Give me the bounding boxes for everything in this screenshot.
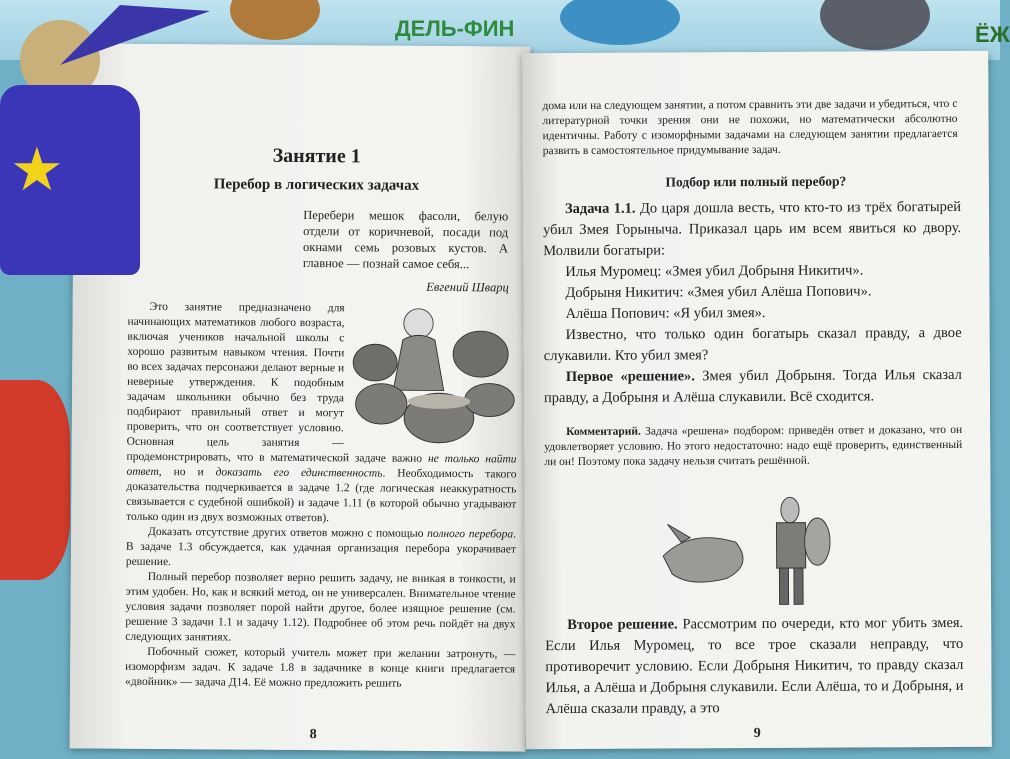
text: Задача «решена» подбором: приведён ответ и доказано, что он удовлетворяет условию. Но этого недостаточно: надо ещё проверить, единственный ли он! Поэтому пока задачу нельзя считать решённой.	[544, 423, 963, 469]
quote: Алёша Попович: «Я убил змея».	[565, 304, 766, 323]
wizard-toy	[0, 0, 210, 280]
paragraph: Полный перебор позволяет верно решить задачу, не вникая в тонкости, и этим удобен. Но, как и всякий метод, он не универсален. Внимательное чтение условия задачи позволяет порой найти другое, более изящное решение (см. решение 3 задачи 1.1 и задачу 1.12). Подробнее об этом речь пойдёт на двух следующих занятиях.	[125, 570, 516, 644]
star-icon: ★	[10, 137, 64, 203]
text: . В задаче 1.3 обсуждается, как удачная организация перебора укорачивает решение.	[125, 528, 517, 569]
paragraph: Побочный сюжет, который учитель может при желании затронуть, — изоморфизм задач. К задаче 1.8 в задачнике в конце книги предлагается «двойник» — задача Д14. Её можно предложить решить	[124, 645, 516, 690]
first-solution	[544, 365, 962, 409]
knight-and-dragon-illustration	[644, 492, 845, 611]
text: Доказать отсутствие других ответов можно с помощью	[148, 525, 428, 540]
emphasis: не только найти ответ	[126, 452, 517, 479]
task-label: Задача 1.1.	[564, 200, 636, 218]
epigraph-author: Евгений Шварц	[426, 279, 509, 295]
lesson-title: Занятие 1	[272, 144, 361, 168]
quote: Илья Муромец: «Змея убил Добрыня Никитич».	[565, 262, 864, 281]
text: Рассмотрим по очереди, кто мог убить змея. Если Илья Муромец, то все трое сказали неправду, что противоречит условию. Если Добрыня Никитич, то правду сказал Илья, а Алёша и Добрыня слукавили. Если Алёша, то и Добрыня, и Алёша сказали правду, а это	[545, 614, 964, 718]
section-heading: Подбор или полный перебор?	[665, 173, 847, 190]
epigraph: Перебери мешок фасоли, белую отдели от коричневой, посади под окнами семь розовых кустов. А главное — познай самое себя...	[302, 208, 509, 272]
right-page	[522, 51, 992, 749]
comment	[544, 423, 962, 470]
label: Первое «решение».	[565, 368, 695, 386]
poster-label-dolphin: ДЕЛЬ-ФИН	[395, 16, 515, 41]
emphasis: полного перебора	[427, 527, 514, 541]
paragraph	[126, 525, 516, 573]
emphasis: доказать его единственность	[215, 466, 383, 480]
page-number: 8	[309, 727, 317, 743]
second-solution	[545, 613, 964, 720]
page-number: 9	[753, 725, 761, 742]
text: , но и	[158, 466, 216, 479]
poster-label-hedgehog: ЁЖ	[975, 22, 1010, 47]
label: Второе решение.	[567, 616, 678, 633]
poster-letter	[0, 380, 70, 580]
text: Это занятие предназначено для начинающих математиков любого возраста, включая учеников начальной школы с хорошо развитым навыком чтения. Почти во всех задачах персонажи делают верные и неверные утверждения. К подобным задачам школьники обычно без труда подбирают правильный ответ и могут проверить, что он соответствует условию. Основная цель занятия — продемонстрировать, что в математической задаче важно	[126, 300, 429, 465]
continued-paragraph: дома или на следующем занятии, а потом сравнить эти две задачи и убедиться, что с литературной точки зрения они не похожи, но математически абсолютно идентичны. Работу с изоморфными задачами на следующем занятии предлагается развить в самостоятельное придумывание задач.	[542, 97, 958, 158]
text: . Необходимость такого доказательства подчеркивается в задаче 1.2 (где логическая неаккуратность связывается с судебной ошибкой) и задаче 1.11 (в которой обычно угадывают только один из двух возможных ответов).	[126, 467, 517, 525]
label: Комментарий.	[566, 425, 641, 438]
task-1-1	[543, 197, 962, 409]
quote: Добрыня Никитич: «Змея убил Алёша Попович».	[565, 283, 872, 302]
girl-with-sacks-illustration	[352, 301, 518, 447]
task-text: До царя дошла весть, что кто-то из трёх богатырей убил Змея Горыныча. Приказал царь им всем явиться ко двору. Молвили богатыри:	[543, 198, 962, 260]
left-body	[125, 300, 518, 693]
text: Змея убил Добрыня. Тогда Илья сказал правду, а Добрыня и Алёша слукавили. Всё сходится.	[543, 366, 962, 407]
question: Известно, что только один богатырь сказал правду, а двое слукавили. Кто убил змея?	[543, 324, 962, 365]
lesson-subtitle: Перебор в логических задачах	[213, 176, 420, 194]
